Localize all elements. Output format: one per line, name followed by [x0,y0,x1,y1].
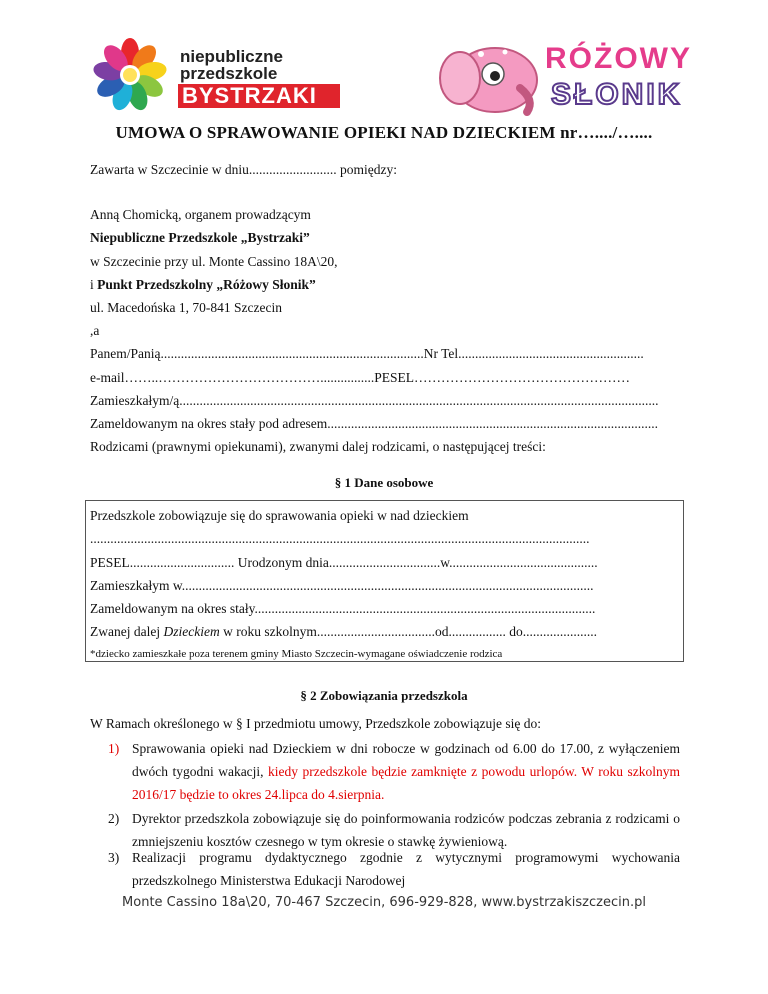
logo-text-slonik: SŁONIK [551,78,683,111]
logo-text-rozowy: RÓŻOWY [545,42,692,75]
item-number: 3) [108,850,120,865]
party-line-4 [90,277,316,293]
party-line-5: ul. Macedońska 1, 70-841 Szczecin [90,300,282,315]
logo-brand-bystrzaki: BYSTRZAKI [182,83,317,108]
parent-name-phone-line: Panem/Panią..............................................................................Nr Tel....................................................... [90,346,644,361]
party-line-6: ,a [90,323,100,338]
party-line-1: Anną Chomicką, organem prowadzącym [90,207,311,222]
section2-intro: W Ramach określonego w § I przedmiotu umowy, Przedszkole zobowiązuje się do: [90,716,542,731]
item-text: Realizacji programu dydaktycznego zgodnie z wytycznymi programowymi wychowania przedszkolnego Ministerstwa Edukacji Narodowej [132,850,680,888]
item-number: 2) [108,811,120,826]
box-line-registered: Zameldowanym na okres stały..................................................................................................... [90,601,596,616]
box-line-pesel: PESEL............................... Urodzonym dnia.................................w............................................ [90,555,598,570]
logo-text-przedszkole: przedszkole [180,64,278,83]
box-line-school-year [90,624,668,640]
party-line-2: Niepubliczne Przedszkole „Bystrzaki” [90,230,310,245]
box-line-1: Przedszkole zobowiązuje się do sprawowania opieki w nad dzieckiem [90,508,469,523]
item-text: Dyrektor przedszkola zobowiązuje się do poinformowania rodziców podczas zebrania z rodzicami o zmniejszeniu kosztów czesnego w tym okresie o stawkę żywieniową. [132,811,680,849]
section2-title: § 2 Zobowiązania przedszkola [300,688,468,703]
page-footer: Monte Cassino 18a\20, 70-467 Szczecin, 696-929-828, www.bystrzakiszczecin.pl [122,895,646,910]
box-line-2: .................................................................................................................................................... [90,531,590,546]
obligation-item-3 [108,846,680,892]
elephant-icon [435,40,550,118]
registered-address-line: Zameldowanym na okres stały pod adresem.................................................................................................. [90,416,659,431]
box-footnote: *dziecko zamieszkałe poza terenem gminy Miasto Szczecin-wymagane oświadczenie rodzica [90,648,503,660]
section1-title: § 1 Dane osobowe [334,475,434,490]
residence-line: Zamieszkałym/ą.............................................................................................................................................. [90,393,659,408]
bystrzaki-logo [92,38,342,113]
document-title: UMOWA O SPRAWOWANIE OPIEKI NAD DZIECKIEM nr…..../….... [115,123,653,142]
item-red-text: kiedy przedszkole będzie zamknięte z powodu urlopów. W roku szkolnym 2016/17 będzie to okres 24.lipca do 4.sierpnia. [132,764,680,802]
rozowy-slonik-logo [435,40,690,118]
parents-line: Rodzicami (prawnymi opiekunami), zwanymi dalej rodzicami, o następującej treści: [90,439,546,454]
obligation-item-1 [108,737,680,806]
logo-text-niepubliczne: niepubliczne [180,47,283,66]
party-line-3: w Szczecinie przy ul. Monte Cassino 18A\20, [90,254,338,269]
email-pesel-line: e-mail……..………………………………................PESEL………………………………………… [90,370,630,385]
box-called-label: Zwanej dalej [90,624,164,639]
party-conjunction: i [90,277,98,292]
party-punkt-name: Punkt Przedszkolny „Różowy Słonik” [97,277,316,292]
item-number: 1) [108,741,120,756]
box-child-term: Dzieckiem [163,624,220,639]
intro-line: Zawarta w Szczecinie w dniu.......................... pomiędzy: [90,162,398,177]
box-line-residence: Zamieszkałym w.......................................................................................................................... [90,578,594,593]
item-text: Sprawowania opieki nad Dzieckiem w dni robocze w godzinach od 6.00 do 17.00, z wyłączeniem dwóch tygodni wakacji, [132,741,680,779]
box-school-year-text: w roku szkolnym...................................od................. do...................... [219,624,597,639]
